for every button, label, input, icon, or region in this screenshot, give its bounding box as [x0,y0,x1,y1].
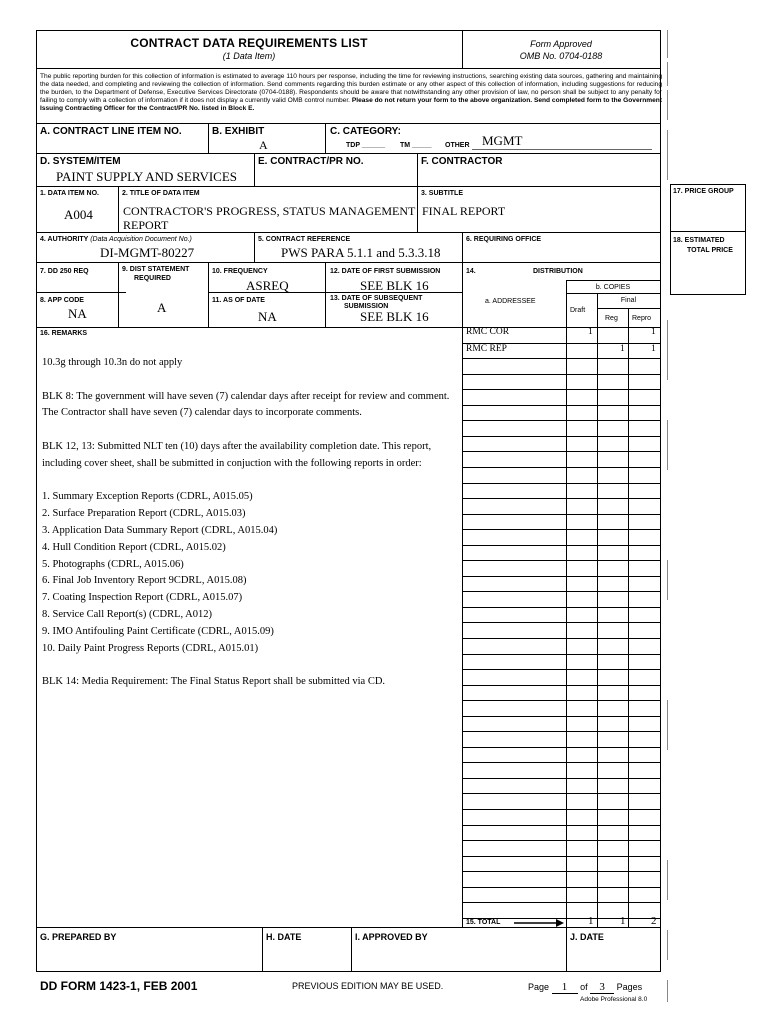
block-8-label: 8. APP CODE [40,297,84,304]
category-tm: TM _____ [400,142,432,149]
subsequent-submission-label: 13. DATE OF SUBSEQUENT [330,295,423,302]
block-9-label [122,265,189,283]
distribution-row-line [462,607,661,608]
distribution-row-line [462,451,661,452]
distribution-row-line [462,778,661,779]
as-of-date-value[interactable]: NA [258,309,277,324]
subtitle-value[interactable]: FINAL REPORT [422,204,506,218]
approved-by-label: I. APPROVED BY [355,932,428,942]
subsequent-submission-sublabel: SUBMISSION [344,303,389,310]
burden-instruction: Please do not return your form to the above organization. Send completed form to the Government Issuing Contracting Officer for the Contract/PR No. listed in Block E. [40,96,662,112]
draft-heading: Draft [570,307,586,314]
block-b-label: B. EXHIBIT [212,126,265,137]
block-1-label: 1. DATA ITEM NO. [40,190,99,197]
distribution-row-line [462,358,661,359]
distribution-row-line [462,871,661,872]
remark-line: BLK 8: The government will have seven (7) calendar days after receipt for review and comment. The Contractor shall have seven (7) calendar days to incorporate comments. [42,390,450,419]
addressee-heading: a. ADDRESSEE [485,298,536,305]
final-heading: Final [620,297,637,304]
form-subtitle: (1 Data Item) [222,51,276,61]
authority-value[interactable]: DI-MGMT-80227 [100,245,195,260]
data-item-title-line1[interactable]: CONTRACTOR'S PROGRESS, STATUS MANAGEMENT [123,204,416,218]
block-7-label: 7. DD 250 REQ [40,268,89,275]
remark-line: 10. Daily Paint Progress Reports (CDRL, A015.01) [42,642,259,654]
approved-date-label: J. DATE [570,932,604,942]
distribution-row-line [462,576,661,577]
distribution-row-line [462,654,661,655]
distribution-row-line [462,622,661,623]
remark-line: 9. IMO Antifouling Paint Certificate (CDRL, A015.09) [42,625,274,637]
burden-text: The public reporting burden for this collection of information is estimated to average 110 hours per response, including the time for reviewing instructions, searching existing data sources, gathering and maintaining the data needed, and completing and reviewing the collection of information. Send comments regarding this burden estimate or any other aspect of this collection of information, including suggestions for reducing the burden, to the Department of Defense, Executive Services Directorate (0704-0188). Respondents should be aware that notwithstanding any other provision of law, no person shall be subject to any penalty for failing to comply with a collection of information if it does not display a currently valid OMB control number. [40,73,662,104]
total-draft: 1 [588,915,594,927]
data-item-title-line2[interactable]: REPORT [123,218,169,232]
estimated-label-2: TOTAL PRICE [687,247,733,254]
copies-heading: b. COPIES [595,284,631,291]
distribution-row-line [462,793,661,794]
distribution-row-line [462,700,661,701]
category-other: OTHER [445,142,470,149]
block-6-label: 6. REQUIRING OFFICE [466,236,542,243]
authority-label: 4. AUTHORITY [40,236,89,243]
distribution-row-line [462,716,661,717]
distribution-row-line [462,560,661,561]
dist-row-2-repro[interactable]: 1 [651,344,656,354]
distribution-row-line [462,840,661,841]
category-tdp: TDP ______ [346,142,386,149]
block-12-label: 12. DATE OF FIRST SUBMISSION [330,268,441,275]
dist-row-2-reg[interactable]: 1 [620,344,625,354]
distribution-row-line [462,405,661,406]
page-label: Page [528,982,550,992]
remark-line: BLK 12, 13: Submitted NLT ten (10) days after the availability completion date. This report, including cover sheet, shall be submitted in conjuction with the following reports in order: [42,440,432,469]
first-submission-value[interactable]: SEE BLK 16 [360,278,429,293]
software-note: Adobe Professional 8.0 [580,996,648,1003]
distribution-row-line [462,902,661,903]
block-c-label: C. CATEGORY: [330,126,401,137]
total-label: 15. TOTAL [466,919,501,926]
remark-line: 4. Hull Condition Report (CDRL, A015.02) [42,541,226,553]
block-d-value[interactable]: PAINT SUPPLY AND SERVICES [56,169,238,184]
estimated-price-label [673,236,733,256]
distribution-row-line [462,638,661,639]
burden-statement [40,73,662,113]
page-indicator [528,981,642,994]
remark-line: 2. Surface Preparation Report (CDRL, A015.03) [42,508,246,520]
of-label: of [580,982,588,992]
distribution-row-line [462,887,661,888]
remark-line: BLK 14: Media Requirement: The Final Status Report shall be submitted via CD. [42,676,386,688]
dist-row-1-addressee[interactable]: RMC COR [466,327,510,337]
dist-statement-value[interactable]: A [157,300,167,315]
distribution-row-line [462,591,661,592]
distribution-row-line [462,731,661,732]
distribution-row-line [462,467,661,468]
omb-number: OMB No. 0704-0188 [519,51,603,61]
distribution-row-line [462,483,661,484]
dist-statement-required: REQUIRED [134,275,171,282]
distribution-row-line [462,529,661,530]
block-f-label: F. CONTRACTOR [421,156,503,167]
page-total[interactable]: 3 [590,981,614,994]
remark-line: 10.3g through 10.3n do not apply [42,357,183,368]
edition-note: PREVIOUS EDITION MAY BE USED. [292,981,444,991]
total-reg: 1 [620,915,626,927]
dist-statement-label: 9. DIST STATEMENT [122,266,190,273]
reg-heading: Reg [605,315,618,322]
distribution-row-line [462,374,661,375]
distribution-row-line [462,420,661,421]
data-item-number[interactable]: A004 [64,207,93,222]
block-b-value[interactable]: A [259,138,268,152]
block-2-label: 2. TITLE OF DATA ITEM [122,190,200,197]
block-a-label: A. CONTRACT LINE ITEM NO. [40,126,182,137]
distribution-row-line [462,669,661,670]
app-code-value[interactable]: NA [68,306,87,321]
subsequent-submission-value[interactable]: SEE BLK 16 [360,309,429,324]
page-number[interactable]: 1 [552,981,578,994]
distribution-row-line [462,436,661,437]
block-e-label: E. CONTRACT/PR NO. [258,156,364,167]
contract-reference-value[interactable]: PWS PARA 5.1.1 and 5.3.3.18 [281,245,441,260]
distribution-heading: DISTRIBUTION [533,268,583,275]
pages-label: Pages [616,982,643,992]
distribution-row-line [462,514,661,515]
distribution-row-line [462,762,661,763]
prepared-by-label: G. PREPARED BY [40,932,117,942]
price-group-label: 17. PRICE GROUP [673,188,734,195]
repro-heading: Repro [632,315,652,322]
prepared-date-label: H. DATE [266,932,302,942]
block-d-label: D. SYSTEM/ITEM [40,156,121,167]
remark-line: 6. Final Job Inventory Report 9CDRL, A015.08) [42,575,247,587]
block-5-label: 5. CONTRACT REFERENCE [258,236,351,243]
remark-line: 5. Photographs (CDRL, A015.06) [42,558,184,570]
frequency-value[interactable]: ASREQ [246,278,289,293]
distribution-row-line [462,747,661,748]
remark-line: 8. Service Call Report(s) (CDRL, A012) [42,608,213,620]
distribution-row-line [462,825,661,826]
remark-line: 7. Coating Inspection Report (CDRL, A015.07) [42,592,243,604]
distribution-row-line [462,685,661,686]
form-title: CONTRACT DATA REQUIREMENTS LIST [130,36,368,50]
block-14-label: 14. [466,268,476,275]
block-11-label: 11. AS OF DATE [212,297,265,304]
estimated-label-1: 18. ESTIMATED [673,237,725,244]
distribution-row-line [462,498,661,499]
dist-row-2-addressee[interactable]: RMC REP [466,344,507,354]
total-repro: 2 [651,915,657,927]
block-3-label: 3. SUBTITLE [421,190,464,197]
distribution-row-line [462,545,661,546]
category-other-value[interactable]: MGMT [482,133,523,148]
dist-row-1-repro[interactable]: 1 [651,327,656,337]
distribution-row-line [462,856,661,857]
distribution-row-line [462,809,661,810]
dist-row-1-draft[interactable]: 1 [588,327,593,337]
block-16-label: 16. REMARKS [40,330,88,337]
form-approved: Form Approved [530,39,592,49]
form-id: DD FORM 1423-1, FEB 2001 [40,979,198,993]
authority-note: (Data Acquisition Document No.) [90,236,192,243]
remark-line: 3. Application Data Summary Report (CDRL, A015.04) [42,524,278,536]
remarks-body [42,355,460,691]
block-4-label [40,236,192,243]
block-10-label: 10. FREQUENCY [212,268,268,275]
remark-line: 1. Summary Exception Reports (CDRL, A015.05) [42,491,253,503]
distribution-row-line [462,389,661,390]
